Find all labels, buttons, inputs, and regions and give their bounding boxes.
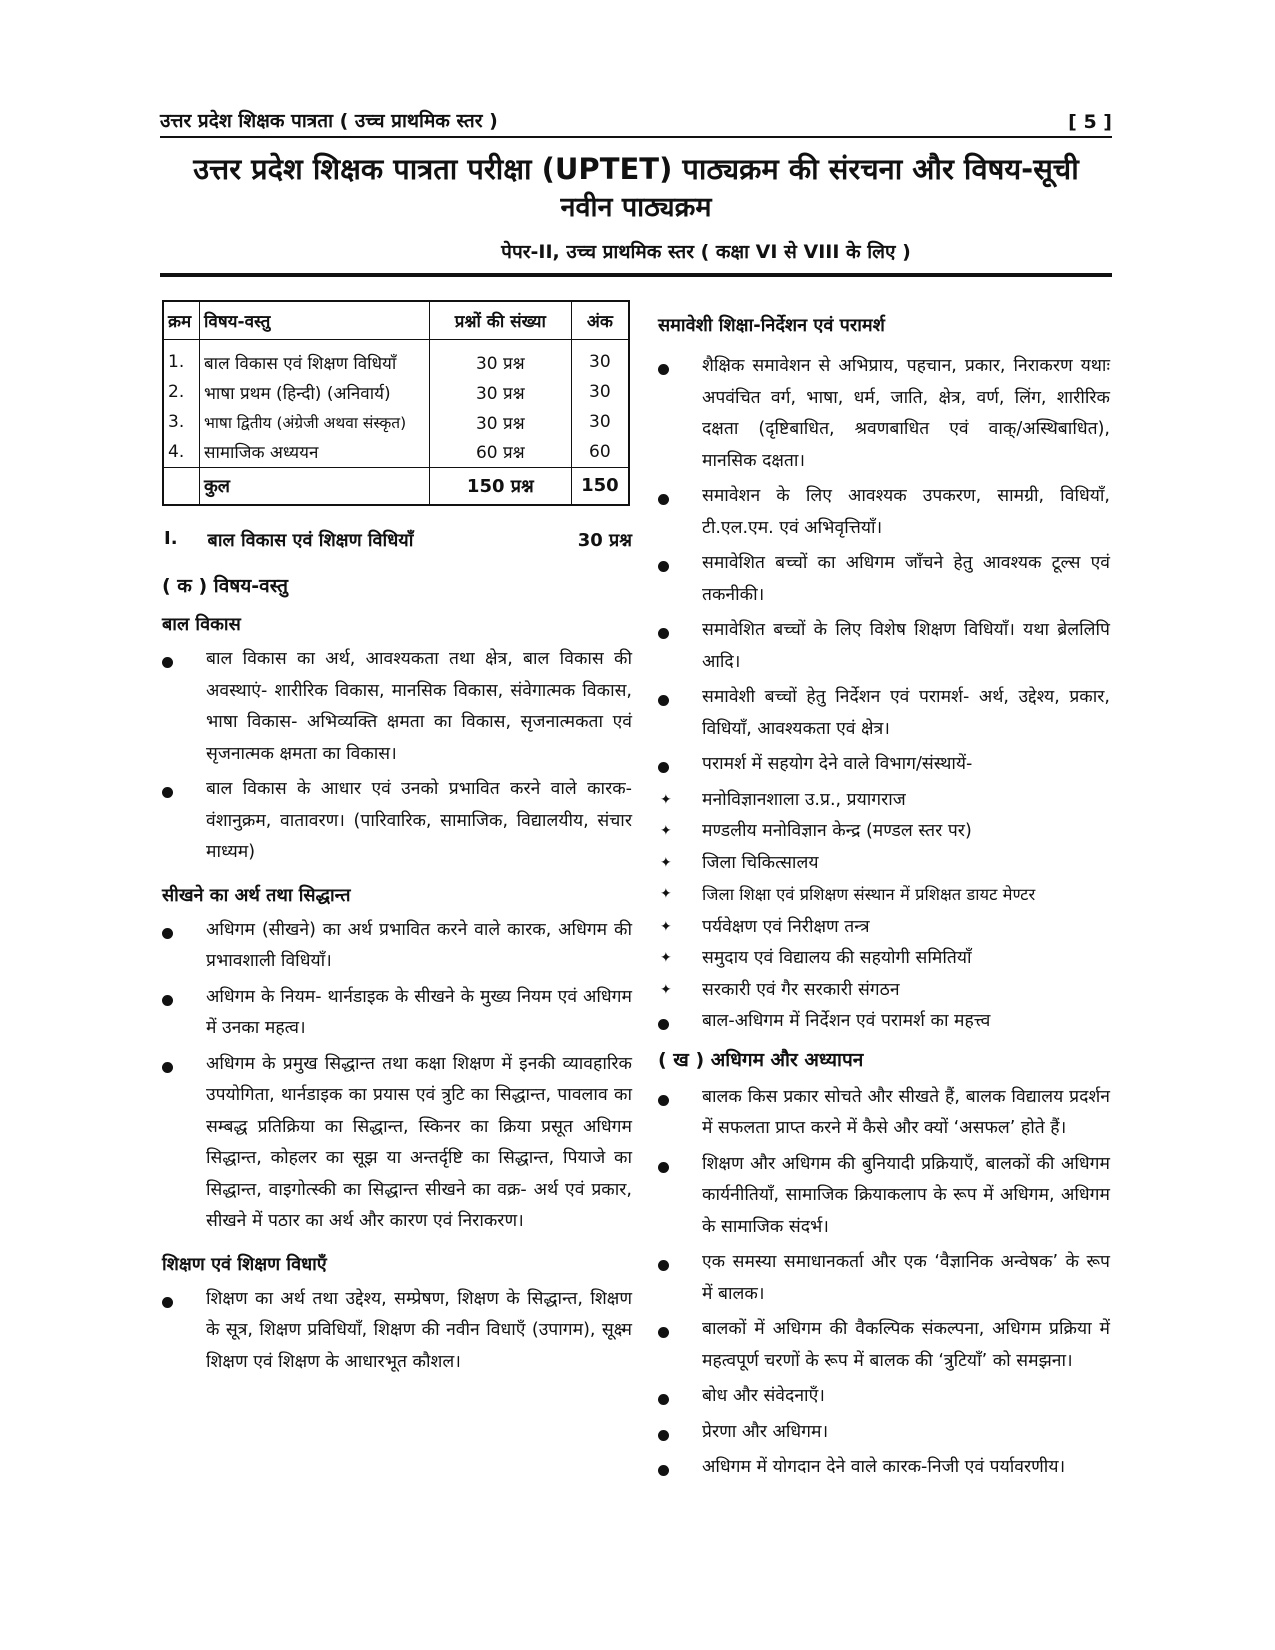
bullet-list	[658, 1082, 1110, 1484]
list-item-text: अधिगम के प्रमुख सिद्धान्त तथा कक्षा शिक्षण में इनकी व्यावहारिक उपयोगिता, थार्नडाइक का प्रयास एवं त्रुटि का सिद्धान्त, पावलाव का सम्बद्ध प्रतिक्रिया का सिद्धान्त, स्किनर का क्रिया प्रसूत अधिगम सिद्धान्त, कोहलर का सूझ या अन्तर्दृष्टि का सिद्धान्त, पियाजे का सिद्धान्त, वाइगोत्स्की का सिद्धान्त सीखने का वक्र- अर्थ एवं प्रकार, सीखने में पठार का अर्थ और कारण एवं निराकरण।	[206, 1053, 632, 1231]
table-cell: 150 प्रश्न	[429, 467, 571, 505]
page-subtitle: नवीन पाठ्यक्रम	[560, 192, 712, 223]
table-cell: 4.	[163, 437, 199, 467]
bullet-icon	[162, 1297, 173, 1308]
running-title: उत्तर प्रदेश शिक्षक पात्रता ( उच्च प्राथमिक स्तर )	[160, 110, 498, 132]
bullet-icon	[658, 1162, 669, 1173]
list-item-text: बाल विकास का अर्थ, आवश्यकता तथा क्षेत्र, बाल विकास की अवस्थाएं- शारीरिक विकास, मानसिक विकास, संवेगात्मक विकास, भाषा विकास- अभिव्यक्ति क्षमता का विकास, सृजनात्मकता एवं सृजनात्मक क्षमता का विकास।	[206, 649, 632, 764]
topic-heading: सीखने का अर्थ तथा सिद्धान्त	[162, 884, 351, 906]
table-cell: 30 प्रश्न	[429, 407, 571, 437]
topic-heading: शिक्षण एवं शिक्षण विधाएँ	[162, 1253, 327, 1275]
table-header-cell: अंक	[571, 301, 629, 339]
list-item	[658, 548, 1110, 611]
bullet-list	[658, 1006, 1110, 1038]
bullet-list	[162, 644, 632, 869]
bullet-icon	[658, 1095, 669, 1106]
subsection-heading: ( ख ) अधिगम और अध्यापन	[658, 1048, 864, 1071]
list-item-text: एक समस्या समाधानकर्ता और एक ‘वैज्ञानिक अन्वेषक’ के रूप में बालक।	[702, 1252, 1110, 1304]
list-item-text: समावेशित बच्चों के लिए विशेष शिक्षण विधियाँ। यथा ब्रेललिपि आदि।	[702, 620, 1110, 672]
table-cell: 30	[589, 412, 611, 432]
title-divider	[160, 273, 1112, 277]
table-cell: 30	[589, 382, 611, 402]
list-item	[658, 1452, 1110, 1484]
list-item-text: शिक्षण और अधिगम की बुनियादी प्रक्रियाएँ, बालकों की अधिगम कार्यनीतियाँ, सामाजिक क्रियाकलाप के रूप में अधिगम, अधिगम के सामाजिक संदर्भ।	[702, 1153, 1110, 1237]
table-cell: 2.	[163, 377, 199, 407]
sub-list	[658, 785, 1110, 1007]
list-item-text: शैक्षिक समावेशन से अभिप्राय, पहचान, प्रकार, निराकरण यथाः अपवंचित वर्ग, भाषा, धर्म, जाति, क्षेत्र, वर्ण, लिंग, शारीरिक दक्षता (दृष्टिबाधित, श्रवणबाधित एवं वाक्/अस्थिबाधित), मानसिक दक्षता।	[702, 356, 1110, 471]
sub-list-item	[658, 816, 1110, 848]
list-item	[658, 1006, 1110, 1038]
table-cell	[163, 467, 199, 505]
list-item	[658, 1247, 1110, 1310]
table-cell: भाषा द्वितीय (अंग्रेजी अथवा संस्कृत)	[199, 407, 429, 437]
bullet-icon	[162, 787, 173, 798]
bullet-icon	[162, 928, 173, 939]
syllabus-table	[162, 300, 630, 506]
bullet-list	[162, 1284, 632, 1379]
list-item-text: बालकों में अधिगम की वैकल्पिक संकल्पना, अधिगम प्रक्रिया में महत्वपूर्ण चरणों के रूप में बालक की ‘त्रुटियाँ’ को समझना।	[702, 1319, 1110, 1371]
star-bullet-icon: ✦	[660, 886, 672, 902]
table-total-row	[163, 467, 629, 505]
list-item-text: समुदाय एवं विद्यालय की सहयोगी समितियाँ	[702, 948, 972, 968]
right-column	[658, 313, 1110, 1488]
table-row	[163, 377, 629, 407]
bullet-icon	[162, 657, 173, 668]
bullet-icon	[162, 995, 173, 1006]
table-header-cell: विषय-वस्तु	[199, 301, 429, 339]
list-item	[162, 774, 632, 869]
bullet-icon	[658, 628, 669, 639]
list-item-text: अधिगम (सीखने) का अर्थ प्रभावित करने वाले कारक, अधिगम की प्रभावशाली विधियाँ।	[206, 919, 632, 971]
table-cell: 60	[589, 441, 611, 462]
running-header	[160, 108, 1112, 138]
bullet-icon	[658, 1430, 669, 1441]
list-item	[658, 749, 1110, 781]
list-item-text: शिक्षण का अर्थ तथा उद्देश्य, सम्प्रेषण, शिक्षण के सिद्धान्त, शिक्षण के सूत्र, शिक्षण प्रविधियाँ, शिक्षण की नवीन विधाएँ (उपागम), सूक्ष्म शिक्षण एवं शिक्षण के आधारभूत कौशल।	[206, 1288, 632, 1372]
list-item	[658, 351, 1110, 477]
list-item	[658, 1381, 1110, 1413]
list-item-text: अधिगम में योगदान देने वाले कारक-निजी एवं पर्यावरणीय।	[702, 1457, 1066, 1477]
table-cell: बाल विकास एवं शिक्षण विधियाँ	[199, 339, 429, 377]
left-column	[162, 300, 632, 1382]
section-heading	[162, 528, 632, 552]
list-item	[658, 1417, 1110, 1449]
list-item	[658, 1149, 1110, 1244]
table-cell: सामाजिक अध्ययन	[199, 437, 429, 467]
paper-line: पेपर-II, उच्च प्राथमिक स्तर ( कक्षा VI से VIII के लिए )	[501, 241, 911, 263]
table-cell: 60 प्रश्न	[429, 437, 571, 467]
list-item-text: समावेशी बच्चों हेतु निर्देशन एवं परामर्श- अर्थ, उद्देश्य, प्रकार, विधियाँ, आवश्यकता एवं क्षेत्र।	[702, 687, 1110, 739]
sub-list-item	[658, 785, 1110, 817]
table-header-cell: प्रश्नों की संख्या	[429, 301, 571, 339]
star-bullet-icon: ✦	[660, 791, 672, 808]
list-item-text: अधिगम के नियम- थार्नडाइक के सीखने के मुख्य नियम एवं अधिगम में उनका महत्व।	[206, 986, 632, 1038]
bullet-icon	[658, 1465, 669, 1476]
list-item-text: बालक किस प्रकार सोचते और सीखते हैं, बालक विद्यालय प्रदर्शन में सफलता प्राप्त करने में कैसे और क्यों ‘असफल’ होते हैं।	[702, 1086, 1110, 1138]
list-item	[162, 982, 632, 1045]
list-item-text: समावेशित बच्चों का अधिगम जाँचने हेतु आवश्यक टूल्स एवं तकनीकी।	[702, 553, 1110, 605]
list-item-text: बोध और संवेदनाएँ।	[702, 1386, 825, 1406]
table-cell: 30 प्रश्न	[429, 339, 571, 377]
list-item	[658, 1082, 1110, 1145]
table-cell: 1.	[163, 339, 199, 377]
bullet-icon	[658, 1394, 669, 1405]
list-item-text: प्रेरणा और अधिगम।	[702, 1421, 829, 1442]
list-item	[162, 644, 632, 770]
topic-heading: समावेशी शिक्षा-निर्देशन एवं परामर्श	[658, 315, 885, 336]
bullet-icon	[658, 494, 669, 505]
page-title: उत्तर प्रदेश शिक्षक पात्रता परीक्षा (UPTET) पाठ्यक्रम की संरचना और विषय-सूची	[193, 152, 1079, 186]
topic-heading: बाल विकास	[162, 614, 241, 635]
list-item-text: जिला चिकित्सालय	[702, 852, 819, 873]
bullet-icon	[658, 1327, 669, 1338]
bullet-icon	[658, 561, 669, 572]
list-item-text: मनोविज्ञानशाला उ.प्र., प्रयागराज	[702, 789, 906, 810]
list-item	[162, 1049, 632, 1238]
list-item-text: बाल-अधिगम में निर्देशन एवं परामर्श का महत्त्व	[702, 1011, 991, 1031]
table-cell: 150	[571, 467, 629, 505]
sub-list-item	[658, 879, 1110, 912]
list-item-text: परामर्श में सहयोग देने वाले विभाग/संस्थायें-	[702, 754, 973, 774]
sub-list-item	[658, 975, 1110, 1007]
bullet-icon	[162, 1062, 173, 1073]
list-item-text: सरकारी एवं गैर सरकारी संगठन	[702, 979, 900, 1000]
table-header-cell: क्रम	[163, 301, 199, 339]
bullet-icon	[658, 762, 669, 773]
table-cell: कुल	[199, 467, 429, 505]
table-row	[163, 339, 629, 377]
table-cell: भाषा प्रथम (हिन्दी) (अनिवार्य)	[199, 377, 429, 407]
table-row	[163, 407, 629, 437]
table-cell: 3.	[163, 407, 199, 437]
list-item-text: पर्यवेक्षण एवं निरीक्षण तन्त्र	[702, 916, 870, 937]
star-bullet-icon: ✦	[660, 918, 672, 935]
sub-list-item	[658, 912, 1110, 944]
section-questions: 30 प्रश्न	[577, 530, 632, 551]
bullet-list	[162, 915, 632, 1238]
list-item	[658, 1314, 1110, 1377]
list-item-text: मण्डलीय मनोविज्ञान केन्द्र (मण्डल स्तर पर)	[702, 821, 972, 841]
table-cell: 30 प्रश्न	[429, 377, 571, 407]
list-item	[162, 915, 632, 978]
section-title: बाल विकास एवं शिक्षण विधियाँ	[207, 530, 414, 551]
list-item-text: जिला शिक्षा एवं प्रशिक्षण संस्थान में प्रशिक्षत डायट मेण्टर	[702, 885, 1036, 904]
sub-list-item	[658, 943, 1110, 975]
bullet-icon	[658, 1260, 669, 1271]
table-row	[163, 437, 629, 467]
list-item	[658, 682, 1110, 745]
bullet-icon	[658, 364, 669, 375]
star-bullet-icon: ✦	[660, 981, 672, 998]
list-item	[162, 1284, 632, 1379]
bullet-list	[658, 351, 1110, 781]
table-cell: 30	[589, 352, 611, 373]
bullet-icon	[658, 1019, 669, 1030]
list-item-text: बाल विकास के आधार एवं उनको प्रभावित करने वाले कारक- वंशानुक्रम, वातावरण। (पारिवारिक, सामाजिक, विद्यालयीय, संचार माध्यम)	[206, 779, 632, 862]
star-bullet-icon: ✦	[660, 854, 672, 871]
list-item	[658, 615, 1110, 678]
page-number: [ 5 ]	[1068, 111, 1112, 133]
list-item-text: समावेशन के लिए आवश्यक उपकरण, सामग्री, विधियाँ, टी.एल.एम. एवं अभिवृत्तियाँ।	[702, 486, 1110, 538]
table-header-row	[163, 301, 629, 339]
subsection-heading: ( क ) विषय-वस्तु	[162, 575, 288, 597]
star-bullet-icon: ✦	[660, 950, 672, 966]
list-item	[658, 481, 1110, 544]
star-bullet-icon: ✦	[660, 823, 672, 839]
section-numeral: I.	[164, 528, 178, 549]
bullet-icon	[658, 695, 669, 706]
sub-list-item	[658, 848, 1110, 880]
